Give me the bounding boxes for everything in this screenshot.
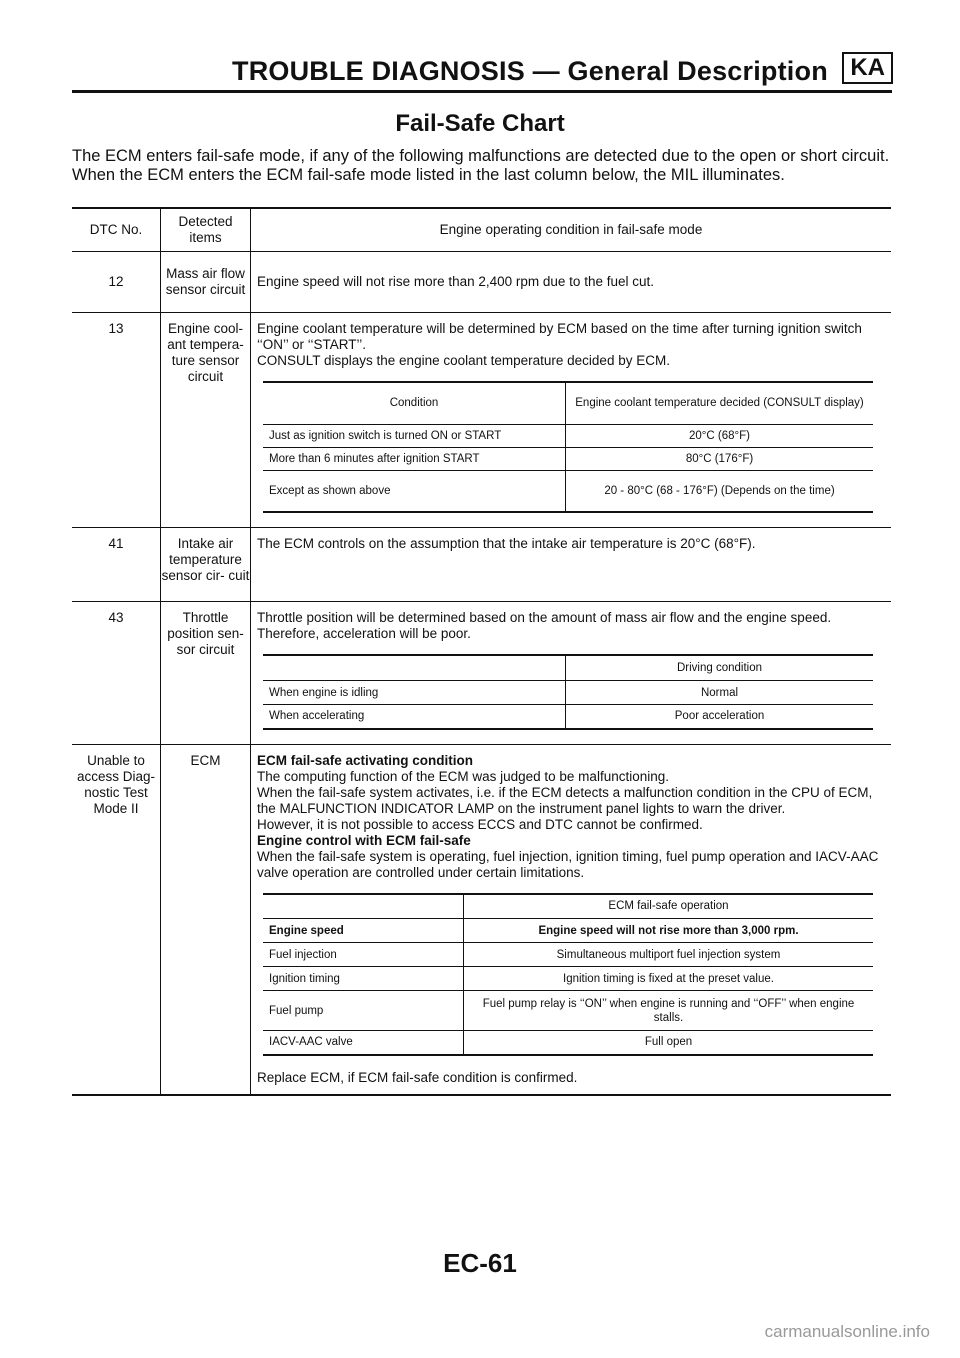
condition-text: When the fail-safe system is operating, fuel injection, ignition timing, fuel pump operation and IACV-AAC valve operation are controlled under certain limitations. <box>257 848 879 880</box>
condition-text: Engine coolant temperature will be determined by ECM based on the time after turning ignition switch ‘‘ON’’ or ‘‘START’’. <box>257 320 862 352</box>
condition-text: The computing function of the ECM was judged to be malfunctioning. <box>257 768 669 784</box>
table-row <box>72 251 891 312</box>
header-condition: Engine operating condition in fail-safe mode <box>251 208 892 251</box>
table-row <box>72 601 891 744</box>
condition-cell <box>251 312 892 527</box>
sub-cell: More than 6 minutes after ignition START <box>263 448 566 471</box>
intro-line: The ECM enters fail-safe mode, if any of the following malfunctions are detected due to the open or short circuit. <box>72 147 890 165</box>
condition-cell <box>251 251 892 312</box>
coolant-temp-table <box>263 381 873 513</box>
sub-cell: 20 - 80°C (68 - 176°F) (Depends on the time) <box>566 471 874 512</box>
item-cell: Throttle position sen- sor circuit <box>161 601 251 744</box>
header-items: Detected items <box>161 208 251 251</box>
condition-text: Throttle position will be determined based on the amount of mass air flow and the engine speed. <box>257 609 832 625</box>
ecm-fail-safe-table <box>263 893 873 1056</box>
sub-cell: Just as ignition switch is turned ON or START <box>263 425 566 448</box>
sub-cell: Fuel pump relay is ‘‘ON’’ when engine is running and ‘‘OFF’’ when engine stalls. <box>464 991 874 1031</box>
sub-header <box>263 894 464 919</box>
header-title: TROUBLE DIAGNOSIS — General Description <box>232 56 828 86</box>
condition-cell <box>251 601 892 744</box>
page-title: Fail-Safe Chart <box>395 110 565 137</box>
sub-cell: Ignition timing <box>263 967 464 991</box>
table-row <box>72 312 891 527</box>
item-cell: ECM <box>161 744 251 1095</box>
condition-cell <box>251 527 892 601</box>
sub-cell: 80°C (176°F) <box>566 448 874 471</box>
condition-heading: Engine control with ECM fail-safe <box>257 832 471 848</box>
item-cell: Intake air temperature sensor cir- cuit <box>161 527 251 601</box>
sub-cell: Normal <box>566 681 874 705</box>
table-row <box>72 744 891 1095</box>
sub-header: Engine coolant temperature decided (CONSULT display) <box>575 397 864 410</box>
sub-cell: 20°C (68°F) <box>566 425 874 448</box>
throttle-table <box>263 654 873 730</box>
page-number: EC-61 <box>443 1248 517 1278</box>
condition-text: Replace ECM, if ECM fail-safe condition is confirmed. <box>257 1069 578 1085</box>
sub-header <box>263 655 566 681</box>
sub-cell: Poor acceleration <box>566 705 874 729</box>
watermark: carmanualsonline.info <box>764 1322 930 1341</box>
header-dtc: DTC No. <box>72 208 161 251</box>
condition-text: CONSULT displays the engine coolant temperature decided by ECM. <box>257 352 670 368</box>
dtc-cell: 43 <box>72 601 161 744</box>
fail-safe-table <box>72 207 891 1096</box>
sub-cell: When engine is idling <box>263 681 566 705</box>
condition-text: Therefore, acceleration will be poor. <box>257 625 471 641</box>
table-row <box>72 527 891 601</box>
sub-cell: Ignition timing is fixed at the preset value. <box>464 967 874 991</box>
dtc-cell: 41 <box>72 527 161 601</box>
sub-cell: Engine speed will not rise more than 3,000 rpm. <box>464 919 874 943</box>
dtc-cell: Unable to access Diag- nostic Test Mode II <box>72 744 161 1095</box>
condition-heading: ECM fail-safe activating condition <box>257 752 474 768</box>
sub-cell: Full open <box>464 1031 874 1055</box>
sub-header: ECM fail-safe operation <box>608 900 729 913</box>
condition-text: Engine speed will not rise more than 2,400 rpm due to the fuel cut. <box>257 273 654 289</box>
condition-text: The ECM controls on the assumption that the intake air temperature is 20°C (68°F). <box>257 535 756 551</box>
sub-header: Condition <box>263 382 566 425</box>
engine-badge: KA <box>842 52 893 84</box>
sub-cell: Except as shown above <box>263 471 566 512</box>
dtc-cell: 13 <box>72 312 161 527</box>
condition-cell <box>251 744 892 1095</box>
sub-cell: When accelerating <box>263 705 566 729</box>
page-header <box>72 54 892 93</box>
sub-cell: Simultaneous multiport fuel injection system <box>464 943 874 967</box>
item-cell: Mass air flow sensor circuit <box>161 251 251 312</box>
sub-header: Driving condition <box>676 661 762 674</box>
sub-cell: Engine speed <box>263 919 464 943</box>
sub-cell: Fuel pump <box>263 991 464 1031</box>
dtc-cell: 12 <box>72 251 161 312</box>
intro-text <box>72 147 892 185</box>
condition-text: However, it is not possible to access ECCS and DTC cannot be confirmed. <box>257 816 703 832</box>
sub-cell: IACV-AAC valve <box>263 1031 464 1055</box>
item-cell: Engine cool- ant tempera- ture sensor circuit <box>161 312 251 527</box>
condition-text: When the fail-safe system activates, i.e. if the ECM detects a malfunction condition in the CPU of ECM, the MALFUNCTION INDICATOR LAMP on the instrument panel lights to warn the driver. <box>257 784 873 816</box>
intro-line: When the ECM enters the ECM fail-safe mode listed in the last column below, the MIL illuminates. <box>72 166 785 184</box>
sub-cell: Fuel injection <box>263 943 464 967</box>
